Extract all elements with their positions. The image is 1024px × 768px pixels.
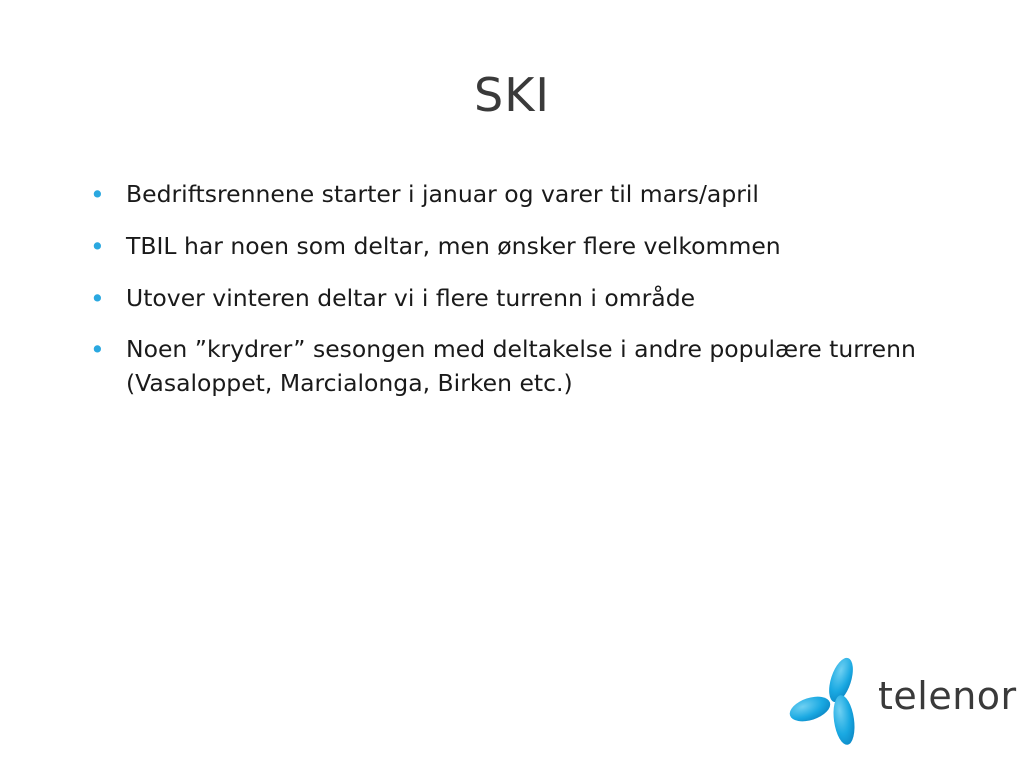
bullet-icon: • xyxy=(90,180,105,209)
bullet-icon: • xyxy=(90,283,105,313)
telenor-logo xyxy=(786,654,1017,746)
list-item-text: Utover vinteren deltar vi i flere turrenn i område xyxy=(126,283,696,312)
list-item-text: TBIL har noen som deltar, men ønsker flere velkommen xyxy=(126,231,781,260)
bullet-icon: • xyxy=(90,231,105,261)
telenor-wordmark: telenor xyxy=(878,674,1017,718)
telenor-propeller-icon xyxy=(786,656,876,746)
list-item-text: Noen ”krydrer” sesongen med deltakelse i andre populære turrenn (Vasaloppet, Marcialonga, Birken etc.) xyxy=(126,335,916,398)
bullet-list xyxy=(80,178,960,419)
list-item xyxy=(80,282,960,316)
list-item-text: Bedriftsrennene starter i januar og varer til mars/april xyxy=(126,180,759,208)
list-item xyxy=(80,178,960,212)
list-item xyxy=(80,230,960,264)
bullet-icon: • xyxy=(90,335,105,365)
page-title: SKI xyxy=(474,68,550,122)
list-item xyxy=(80,333,960,401)
